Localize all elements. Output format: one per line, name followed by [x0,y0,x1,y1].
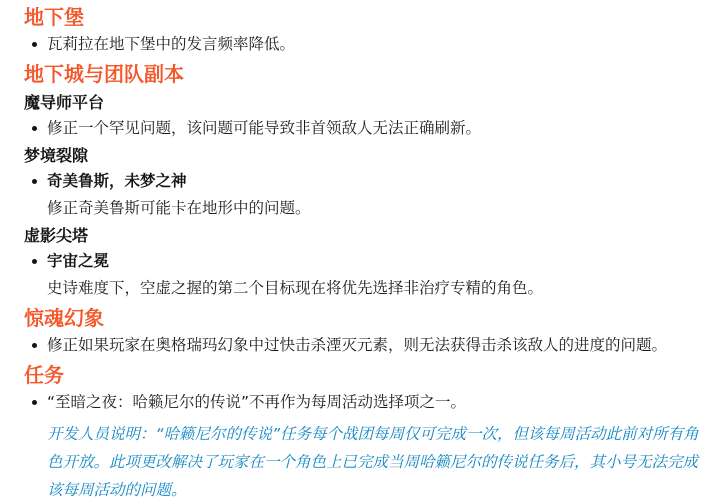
developer-note: 开发人员说明：“哈籁尼尔的传说”任务每个战团每周仅可完成一次，但该每周活动此前对所有角色开放。此项更改解决了玩家在一个角色上已完成当周哈籁尼尔的传说任务后，其小号无法完成该每周活动的问题。 [47,425,699,499]
sub-heading-magisters-terrace: 魔导师平台 [24,93,105,112]
list-item-horrific-visions [24,336,717,355]
list-item-text: 修正如果玩家在奥格瑞玛幻象中过快击杀湮灭元素，则无法获得击杀该敌人的进度的问题。 [47,336,668,354]
list-item-text: “至暗之夜：哈籁尼尔的传说”不再作为每周活动选择项之一。 [47,393,467,411]
sub-heading-umbral-spire: 虚影尖塔 [24,226,89,245]
boss-name-title: 奇美鲁斯，未梦之神 [47,172,187,190]
list-item-delves [24,35,717,54]
list-item-cosmic-crown [24,252,717,298]
bullet-icon [32,343,37,348]
bullet-icon [32,42,37,47]
list-item-text: 瓦莉拉在地下堡中的发言频率降低。 [47,35,296,53]
section-heading-delves: 地下堡 [24,5,84,29]
bullet-icon [32,400,37,405]
sub-heading-dream-rift: 梦境裂隙 [24,146,89,165]
list-item-quests [24,393,717,502]
bullet-icon [32,179,37,184]
boss-name-title: 宇宙之冕 [47,252,110,270]
bullet-icon [32,126,37,131]
section-heading-dungeons-raids: 地下城与团队副本 [24,62,184,86]
list-item-body [47,252,717,298]
boss-fix-note: 史诗难度下，空虚之握的第二个目标现在将优先选择非治疗专精的角色。 [47,279,544,297]
section-heading-horrific-visions: 惊魂幻象 [24,306,104,330]
list-item-body [47,393,717,502]
list-item-magisters-terrace [24,119,717,138]
bullet-icon [32,259,37,264]
list-item-body [47,172,717,218]
list-item-chimaerus [24,172,717,218]
list-item-text: 修正一个罕见问题，该问题可能导致非首领敌人无法正确刷新。 [47,119,482,137]
boss-fix-note: 修正奇美鲁斯可能卡在地形中的问题。 [47,199,311,217]
section-heading-quests: 任务 [24,363,64,387]
